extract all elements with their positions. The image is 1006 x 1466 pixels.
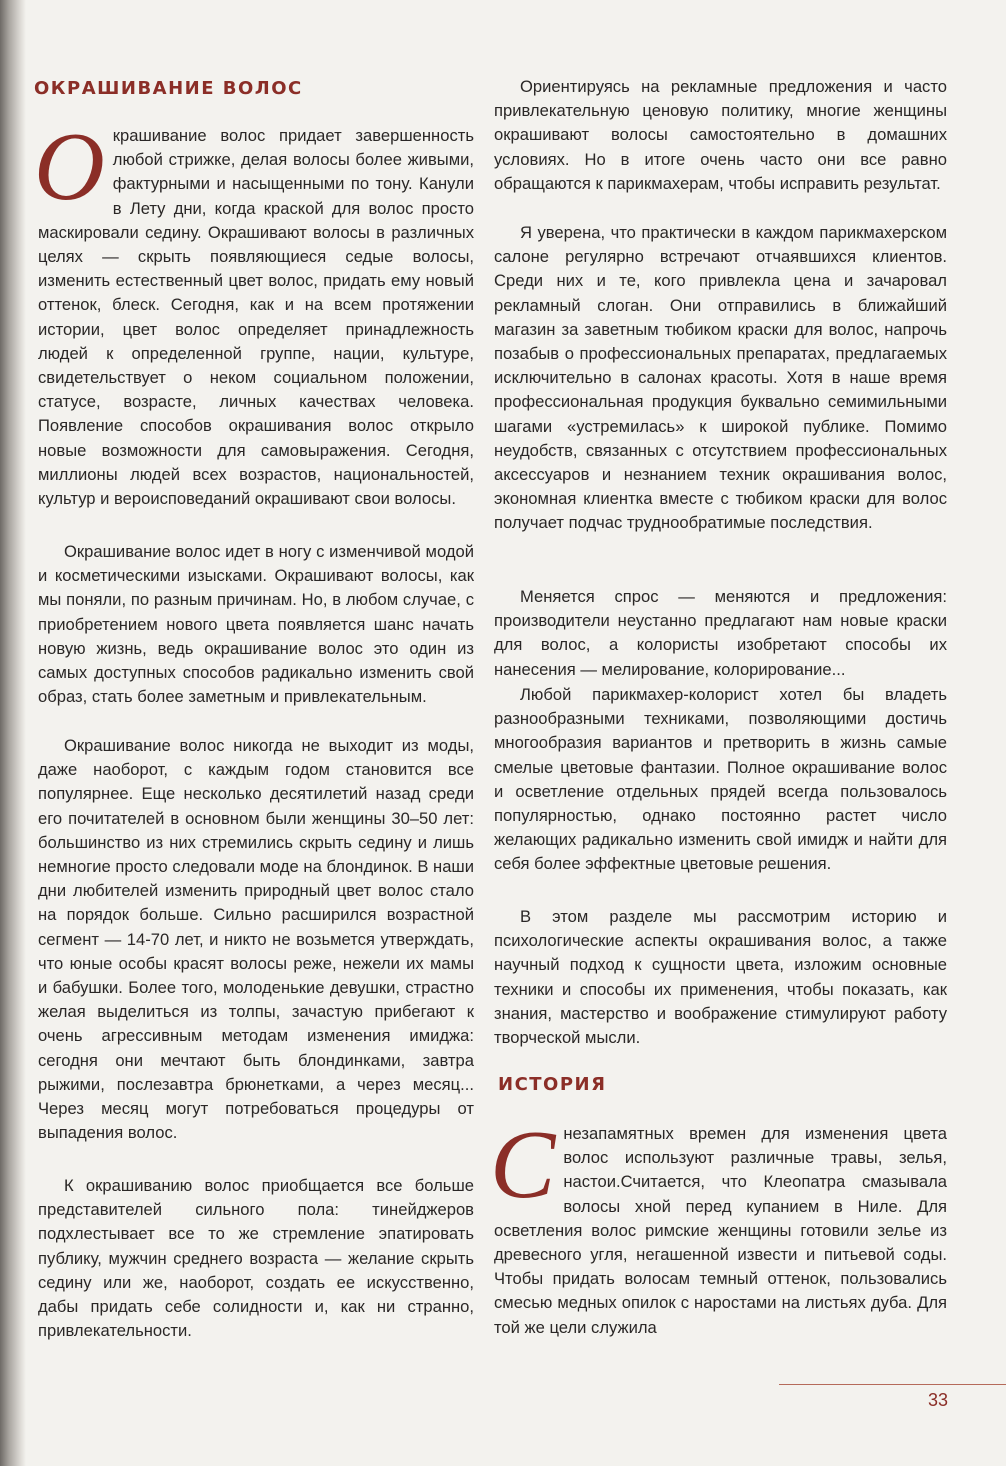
- right-paragraph-4: Любой парикмахер-колорист хотел бы владеть разнообразными техниками, позволяющими достичь многообразия вариантов и претворить в жизнь самые смелые цветовые фантазии. Полное окрашивание волос и осветление отдельных прядей всегда пользовалось популярностью, однако постоянно растет число желающих радикально изменить свой имидж и найти для себя более эффектные цветовые решения.: [494, 685, 947, 874]
- right-paragraph-2: Я уверена, что практически в каждом парикмахерском салоне регулярно встречают отчаявшихся клиентов. Среди них и те, кого привлекла цена и зачаровал рекламный слоган. Они отправились в ближайший магазин за заветным тюбиком краски для волос, напрочь позабыв о профессиональных препаратах, предлагаемых исключительно в салонах красоты. Хотя в наше время профессиональная продукция буквально семимильными шагами «устремилась» к широкой публике. Помимо неудобств, связанных с отсутствием профессиональных аксессуаров и незнанием техник окрашивания волос, экономная клиентка вместе с тюбиком краски для волос получает подчас труднообратимые последствия.: [494, 223, 947, 533]
- right-paragraph-1: Ориентируясь на рекламные предложения и часто привлекательную ценовую политику, многие женщины окрашивают волосы самостоятельно в домашних условиях. Но в итоге очень часто они все равно обращаются к парикмахерам, чтобы исправить результат.: [494, 77, 947, 193]
- section-heading-history: ИСТОРИЯ: [498, 1074, 607, 1095]
- book-spine-shadow: [0, 0, 26, 1466]
- section-heading-main: ОКРАШИВАНИЕ ВОЛОС: [34, 78, 303, 99]
- drop-cap-o: О: [34, 113, 105, 221]
- history-paragraph-text: незапамятных времен для изменения цвета волос используют различные травы, зелья, настои.Считается, что Клеопатра смазывала волосы хной перед купанием в Ниле. Для осветления волос римские женщины готовили зелье из древесного угля, негашенной извести и питьевой соды. Чтобы придать волосам темный оттенок, пользовались смесью медных опилок с наростами на листьях дуба. Для той же цели служила: [494, 1124, 947, 1337]
- history-paragraph: [490, 1111, 947, 1340]
- paragraph-3: Окрашивание волос никогда не выходит из моды, даже наоборот, с каждым годом становится все популярнее. Еще несколько десятилетий назад среди его почитателей в основном были женщины 30–50 лет: большинство из них стремились скрыть седину и лишь немногие просто следовали моде на блондинок. В наши дни любителей изменить природный цвет волос стало на порядок больше. Сильно расширился возрастной сегмент — 14-70 лет, и никто не возьмется утверждать, что юные особы красят волосы реже, нежели их мамы и бабушки. Более того, молоденькие девушки, страстно желая выделиться из толпы, зачастую прибегают к очень агрессивным методам изменения имиджа: сегодня они мечтают быть блондинками, завтра рыжими, послезавтра брюнетками, а через месяц... Через месяц могут потребоваться процедуры от выпадения волос.: [38, 736, 474, 1143]
- intro-paragraph-text: крашивание волос придает завершенность любой стрижке, делая волосы более живыми, фактурными и насыщенными по тону. Канули в Лету дни, когда краской для волос просто маскировали седину. Окрашивают волосы в различных целях — скрыть появляющиеся седые волосы, изменить естественный цвет волос, придать ему новый оттенок, блеск. Сегодня, как и на всем протяжении истории, цвет волос определяет принадлежность людей к определенной группе, нации, культуре, свидетельствует о неком социальном положении, статусе, возрасте, личных качествах человека. Появление способов окрашивания волос открыло новые возможности для самовыражения. Сегодня, миллионы людей всех возрастов, национальностей, культур и вероисповеданий окрашивают свои волосы.: [38, 126, 474, 509]
- paragraph-4: К окрашиванию волос приобщается все больше представителей сильного пола: тинейджеров подхлестывает все то же стремление эпатировать публику, мужчин среднего возраста — желание скрыть седину или же, наоборот, создать ее искусственно, дабы придать себе солидности и, как ни странно, привлекательности.: [38, 1176, 474, 1341]
- page-number: 33: [928, 1390, 949, 1410]
- footer-rule: [779, 1384, 1006, 1385]
- right-paragraph-5: В этом разделе мы рассмотрим историю и психологические аспекты окрашивания волос, а также научный подход к сущности цвета, изложим основные техники и способы их применения, чтобы показать, как знания, мастерство и воображение стимулируют работу творческой мысли.: [494, 907, 947, 1048]
- intro-paragraph: [34, 113, 474, 511]
- right-paragraph-3: Меняется спрос — меняются и предложения: производители неустанно предлагают нам новые краски для волос, а колористы изобретают способы их нанесения — мелирование, колорирование...: [494, 587, 947, 679]
- drop-cap-s: С: [490, 1111, 556, 1219]
- paragraph-2: Окрашивание волос идет в ногу с изменчивой модой и косметическими изысками. Окрашивают волосы, как мы поняли, по разным причинам. Но, в любом случае, с приобретением нового цвета появляется шанс начать новую жизнь, ведь окрашивание волос это один из самых доступных способов радикально изменить свой образ, стать более заметным и привлекательным.: [38, 542, 474, 707]
